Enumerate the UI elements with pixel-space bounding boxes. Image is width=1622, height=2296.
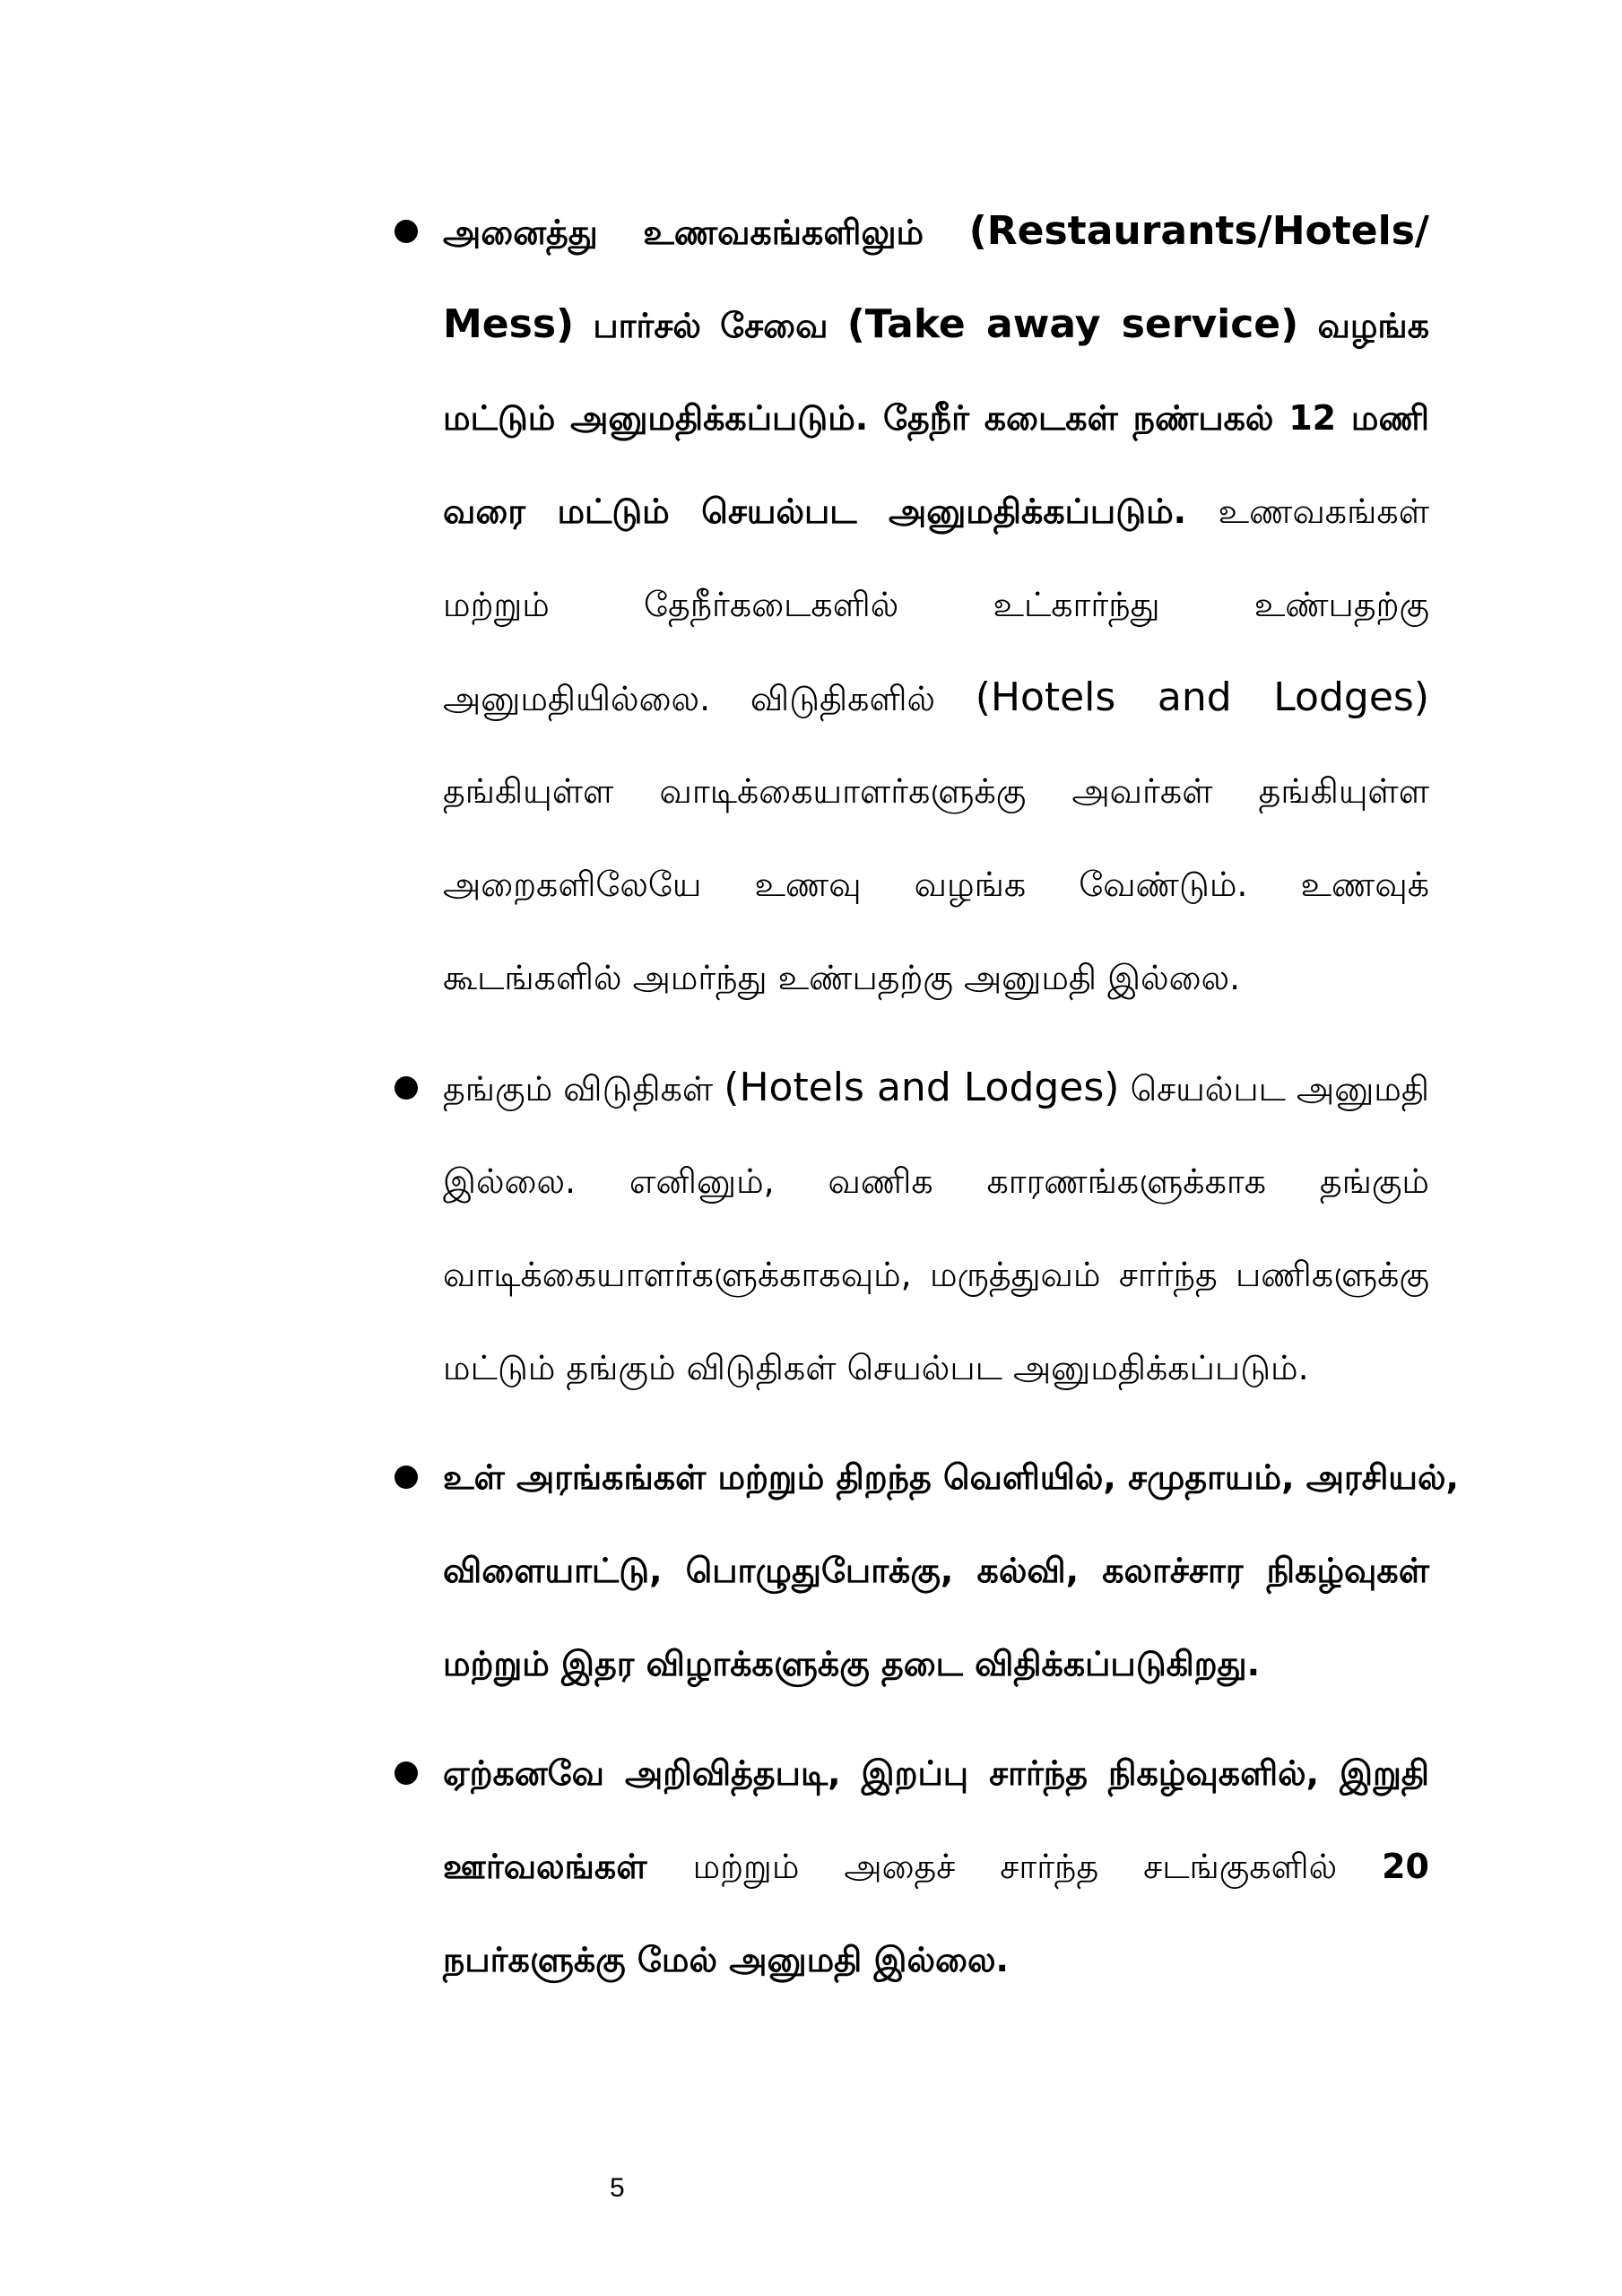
- paragraph-4-line-1: [443, 1744, 1429, 1802]
- paragraph-1-line-5: [443, 576, 1429, 633]
- paragraph-3-line-2: [443, 1542, 1429, 1599]
- text-run: வரை மட்டும் செயல்பட அனுமதிக்கப்படும்.: [443, 491, 1219, 531]
- text-run: (Hotels and Lodges): [975, 674, 1429, 720]
- paragraph-1-line-8: [443, 856, 1429, 913]
- page-number: 5: [610, 2173, 625, 2203]
- paragraph-2-line-3: [443, 1246, 1429, 1303]
- text-run: (Hotels and Lodges): [724, 1065, 1120, 1110]
- text-run: நபர்களுக்கு மேல் அனுமதி இல்லை.: [443, 1940, 1009, 1979]
- text-run: மற்றும் அதைச் சார்ந்த சடங்குகளில்: [692, 1847, 1383, 1886]
- bullet-point-4: [395, 1761, 418, 1785]
- text-run: பார்சல் சேவை: [574, 306, 847, 345]
- bullet-point-3: [395, 1465, 418, 1489]
- text-run: மற்றும் தேநீர்கடைகளில் உட்கார்ந்து உண்பதற்கு: [443, 585, 1429, 624]
- text-run: உள் அரங்கங்கள் மற்றும் திறந்த வெளியில், சமுதாயம், அரசியல்,: [443, 1457, 1459, 1497]
- bullet-point-1: [395, 220, 418, 243]
- text-run: ஏற்கனவே அறிவித்தபடி, இறப்பு சார்ந்த நிகழ்வுகளில், இறுதி: [443, 1753, 1429, 1793]
- text-run: இல்லை. எனினும், வணிக காரணங்களுக்காக தங்கும்: [443, 1161, 1429, 1201]
- paragraph-1-line-1: [443, 203, 1429, 261]
- text-run: மற்றும் இதர விழாக்களுக்கு தடை விதிக்கப்படுகிறது.: [443, 1644, 1260, 1683]
- text-run: அறைகளிலேயே உணவு வழங்க வேண்டும். உணவுக்: [443, 865, 1429, 904]
- text-run: அனைத்து உணவகங்களிலும்: [443, 213, 969, 252]
- paragraph-1-line-6: [443, 669, 1429, 727]
- text-run: மட்டும் தங்கும் விடுதிகள் செயல்பட அனுமதிக்கப்படும்.: [443, 1348, 1309, 1387]
- paragraph-4-line-2: [443, 1838, 1429, 1895]
- paragraph-2-line-1: [443, 1059, 1429, 1118]
- text-run: ஊர்வலங்கள்: [443, 1847, 693, 1886]
- paragraph-3-line-3: [443, 1635, 1429, 1692]
- text-run: தங்கியுள்ள வாடிக்கையாளர்களுக்கு அவர்கள் தங்கியுள்ள: [443, 771, 1429, 811]
- bullet-point-2: [395, 1076, 418, 1100]
- paragraph-1-line-2: [443, 296, 1429, 354]
- text-run: விளையாட்டு, பொழுதுபோக்கு, கல்வி, கலாச்சார நிகழ்வுகள்: [443, 1551, 1429, 1590]
- text-run: செயல்பட அனுமதி: [1119, 1069, 1430, 1109]
- paragraph-2-line-4: [443, 1339, 1429, 1396]
- text-run: (Restaurants/Hotels/: [968, 208, 1429, 254]
- text-run: Mess): [443, 301, 575, 347]
- paragraph-1-line-4: [443, 483, 1429, 540]
- text-run: தங்கும் விடுதிகள்: [443, 1069, 724, 1109]
- paragraph-1-line-3: [443, 389, 1429, 447]
- text-run: (Take away service): [846, 301, 1299, 347]
- text-run: உணவகங்கள்: [1218, 491, 1429, 531]
- text-run: மட்டும் அனுமதிக்கப்படும். தேநீர் கடைகள் நண்பகல் 12 மணி: [443, 398, 1429, 438]
- paragraph-2-line-2: [443, 1152, 1429, 1210]
- paragraph-1-line-9: [443, 949, 1429, 1006]
- paragraph-4-line-3: [443, 1931, 1429, 1988]
- paragraph-1-line-7: [443, 762, 1429, 820]
- text-run: வழங்க: [1298, 306, 1430, 345]
- text-run: 20: [1382, 1847, 1429, 1886]
- text-run: அனுமதியில்லை. விடுதிகளில்: [443, 679, 976, 718]
- text-run: வாடிக்கையாளர்களுக்காகவும், மருத்துவம் சார்ந்த பணிகளுக்கு: [443, 1255, 1429, 1294]
- text-run: கூடங்களில் அமர்ந்து உண்பதற்கு அனுமதி இல்லை.: [443, 958, 1241, 997]
- paragraph-3-line-1: [443, 1448, 1459, 1506]
